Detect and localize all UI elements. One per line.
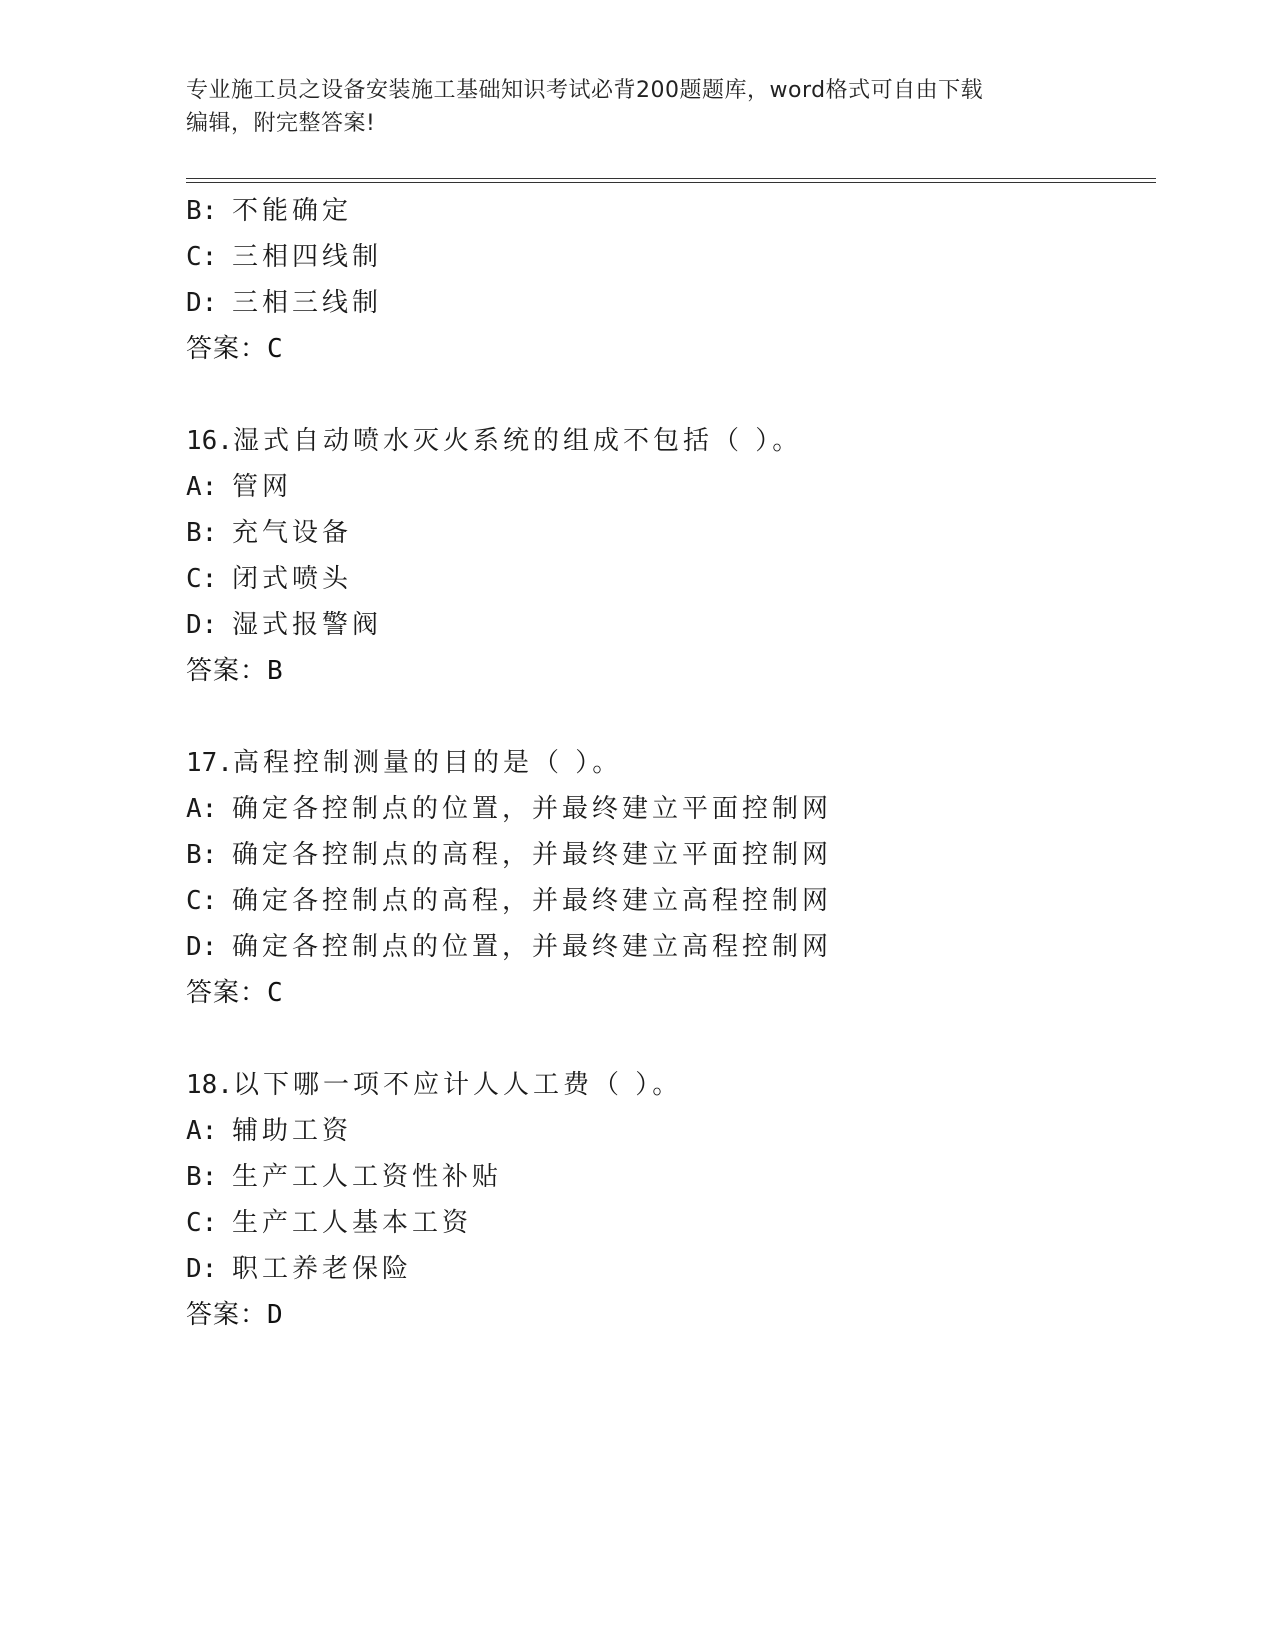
option-label: D: — [186, 610, 218, 640]
option-a — [186, 786, 1146, 832]
answer-label: 答案： — [186, 978, 268, 1008]
option-b — [186, 1154, 1146, 1200]
answer-label: 答案： — [186, 1300, 268, 1330]
option-label: C: — [186, 1208, 218, 1238]
header-title-line-2: 编辑，附完整答案! — [186, 111, 376, 136]
option-text: 辅助工资 — [232, 1116, 353, 1146]
answer-line — [186, 1292, 1146, 1338]
question-text: 以下哪一项不应计人人工费（ ）。 — [232, 1070, 683, 1100]
answer-value: C — [267, 334, 284, 364]
answer-value: C — [267, 978, 284, 1008]
answer-label: 答案： — [186, 334, 268, 364]
question-16 — [186, 418, 1146, 694]
option-label: D: — [186, 1254, 218, 1284]
option-label: D: — [186, 288, 218, 318]
option-c — [186, 1200, 1146, 1246]
answer-line — [186, 970, 1146, 1016]
header-divider — [186, 178, 1156, 183]
option-d — [186, 602, 1146, 648]
answer-line — [186, 648, 1146, 694]
answer-value: D — [267, 1300, 284, 1330]
question-number: 18. — [186, 1070, 233, 1100]
option-text: 生产工人基本工资 — [232, 1208, 473, 1238]
option-text: 职工养老保险 — [232, 1254, 413, 1284]
question-text: 高程控制测量的目的是（ ）。 — [232, 748, 623, 778]
option-text: 闭式喷头 — [232, 564, 353, 594]
option-label: A: — [186, 472, 218, 502]
answer-value: B — [267, 656, 284, 686]
option-text: 不能确定 — [232, 196, 353, 226]
option-label: A: — [186, 1116, 218, 1146]
option-text: 生产工人工资性补贴 — [232, 1162, 503, 1192]
option-d — [186, 1246, 1146, 1292]
option-text: 确定各控制点的高程，并最终建立平面控制网 — [232, 840, 833, 870]
option-text: 三相三线制 — [232, 288, 383, 318]
question-15-continued — [186, 188, 1146, 372]
option-text: 三相四线制 — [232, 242, 383, 272]
option-text: 湿式报警阀 — [232, 610, 383, 640]
option-label: B: — [186, 1162, 218, 1192]
option-label: C: — [186, 886, 218, 916]
header-title-line-1: 专业施工员之设备安装施工基础知识考试必背200题题库，word格式可自由下载 — [186, 78, 984, 103]
option-label: B: — [186, 196, 218, 226]
option-text: 充气设备 — [232, 518, 353, 548]
option-label: D: — [186, 932, 218, 962]
option-b — [186, 510, 1146, 556]
question-18 — [186, 1062, 1146, 1338]
option-text: 确定各控制点的位置，并最终建立高程控制网 — [232, 932, 833, 962]
question-stem — [186, 418, 1146, 464]
option-d — [186, 280, 1146, 326]
option-label: A: — [186, 794, 218, 824]
answer-label: 答案： — [186, 656, 268, 686]
answer-line — [186, 326, 1146, 372]
option-c — [186, 234, 1146, 280]
document-header — [186, 74, 1066, 140]
question-text: 湿式自动喷水灭火系统的组成不包括（ ）。 — [232, 426, 803, 456]
option-b — [186, 188, 1146, 234]
option-label: C: — [186, 242, 218, 272]
question-stem — [186, 740, 1146, 786]
option-label: B: — [186, 518, 218, 548]
option-a — [186, 464, 1146, 510]
question-number: 16. — [186, 426, 233, 456]
question-number: 17. — [186, 748, 233, 778]
option-b — [186, 832, 1146, 878]
option-text: 管网 — [232, 472, 293, 502]
option-label: B: — [186, 840, 218, 870]
option-d — [186, 924, 1146, 970]
option-c — [186, 556, 1146, 602]
option-text: 确定各控制点的位置，并最终建立平面控制网 — [232, 794, 833, 824]
option-a — [186, 1108, 1146, 1154]
option-c — [186, 878, 1146, 924]
question-list — [186, 188, 1146, 1338]
option-text: 确定各控制点的高程，并最终建立高程控制网 — [232, 886, 833, 916]
option-label: C: — [186, 564, 218, 594]
question-stem — [186, 1062, 1146, 1108]
question-17 — [186, 740, 1146, 1016]
